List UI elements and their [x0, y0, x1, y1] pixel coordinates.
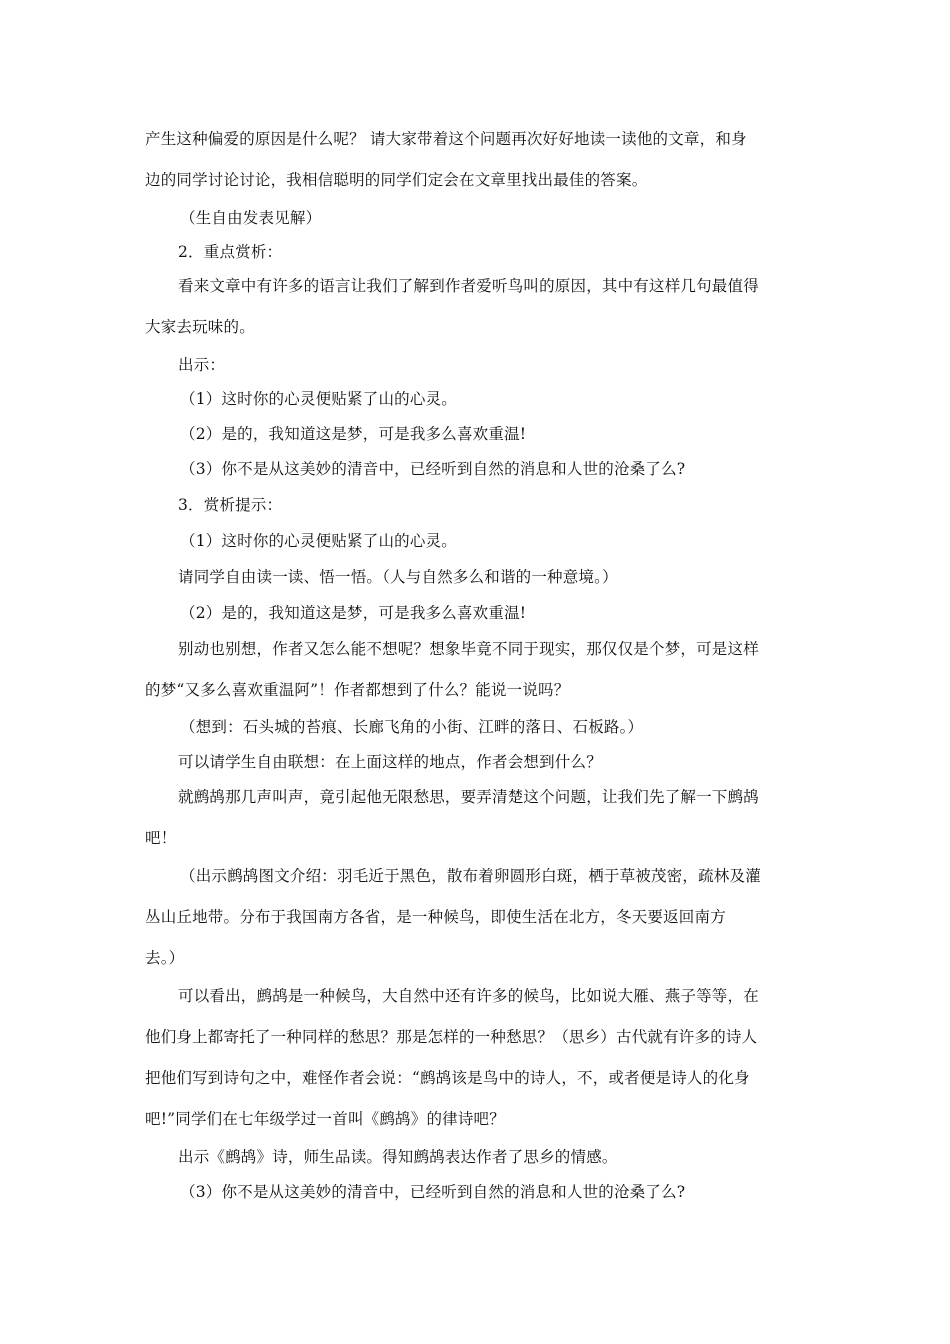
text-line: （2）是的，我知道这是梦，可是我多么喜欢重温! — [180, 604, 527, 622]
text-line: 他们身上都寄托了一种同样的愁思？那是怎样的一种愁思？（思乡）古代就有许多的诗人 — [145, 1028, 758, 1046]
text-line: 可以请学生自由联想：在上面这样的地点，作者会想到什么？ — [178, 753, 602, 771]
text-line: 吧!”同学们在七年级学过一首叫《鹧鸪》的律诗吧？ — [145, 1110, 505, 1128]
text-line: （1）这时你的心灵便贴紧了山的心灵。 — [180, 532, 457, 550]
text-line: （3）你不是从这美妙的清音中，已经听到自然的消息和人世的沧桑了么? — [180, 460, 686, 478]
text-line: 把他们写到诗句之中，难怪作者会说：“鹧鸪该是鸟中的诗人，不，或者便是诗人的化身 — [145, 1069, 750, 1087]
text-line: 产生这种偏爱的原因是什么呢？ 请大家带着这个问题再次好好地读一读他的文章，和身 — [145, 130, 747, 148]
text-line: 边的同学讨论讨论，我相信聪明的同学们定会在文章里找出最佳的答案。 — [145, 171, 648, 189]
text-line: （生自由发表见解） — [180, 209, 322, 227]
text-line: （出示鹧鸪图文介绍：羽毛近于黑色，散布着卵圆形白斑，栖于草被茂密，疏林及灌 — [180, 867, 761, 885]
text-line: 出示： — [178, 356, 226, 374]
text-line: 别动也别想，作者又怎么能不想呢？想象毕竟不同于现实，那仅仅是个梦，可是这样 — [178, 640, 759, 658]
text-line: 的梦“又多么喜欢重温阿”！作者都想到了什么？能说一说吗？ — [145, 681, 570, 699]
text-line: 丛山丘地带。分布于我国南方各省，是一种候鸟，即使生活在北方，冬天要返回南方 — [145, 908, 726, 926]
text-line: 大家去玩味的。 — [145, 318, 255, 336]
text-line: （1）这时你的心灵便贴紧了山的心灵。 — [180, 390, 457, 408]
text-line: 吧！ — [145, 829, 177, 847]
text-line: 就鹧鸪那几声叫声，竟引起他无限愁思，要弄清楚这个问题，让我们先了解一下鹧鸪 — [178, 788, 759, 806]
text-line: 请同学自由读一读、悟一悟。（人与自然多么和谐的一种意境。） — [178, 568, 618, 586]
text-line: 去。） — [145, 949, 185, 967]
text-line: 3．赏析提示： — [178, 496, 283, 514]
text-line: 2．重点赏析： — [178, 243, 283, 261]
text-line: （3）你不是从这美妙的清音中，已经听到自然的消息和人世的沧桑了么? — [180, 1183, 686, 1201]
text-line: （2）是的，我知道这是梦，可是我多么喜欢重温! — [180, 425, 527, 443]
text-line: 看来文章中有许多的语言让我们了解到作者爱听鸟叫的原因，其中有这样几句最值得 — [178, 277, 759, 295]
text-line: （想到：石头城的苔痕、长廊飞角的小街、江畔的落日、石板路。） — [180, 718, 644, 736]
text-line: 可以看出，鹧鸪是一种候鸟，大自然中还有许多的候鸟，比如说大雁、燕子等等，在 — [178, 987, 759, 1005]
text-line: 出示《鹧鸪》诗，师生品读。得知鹧鸪表达作者了思乡的情感。 — [178, 1148, 618, 1166]
